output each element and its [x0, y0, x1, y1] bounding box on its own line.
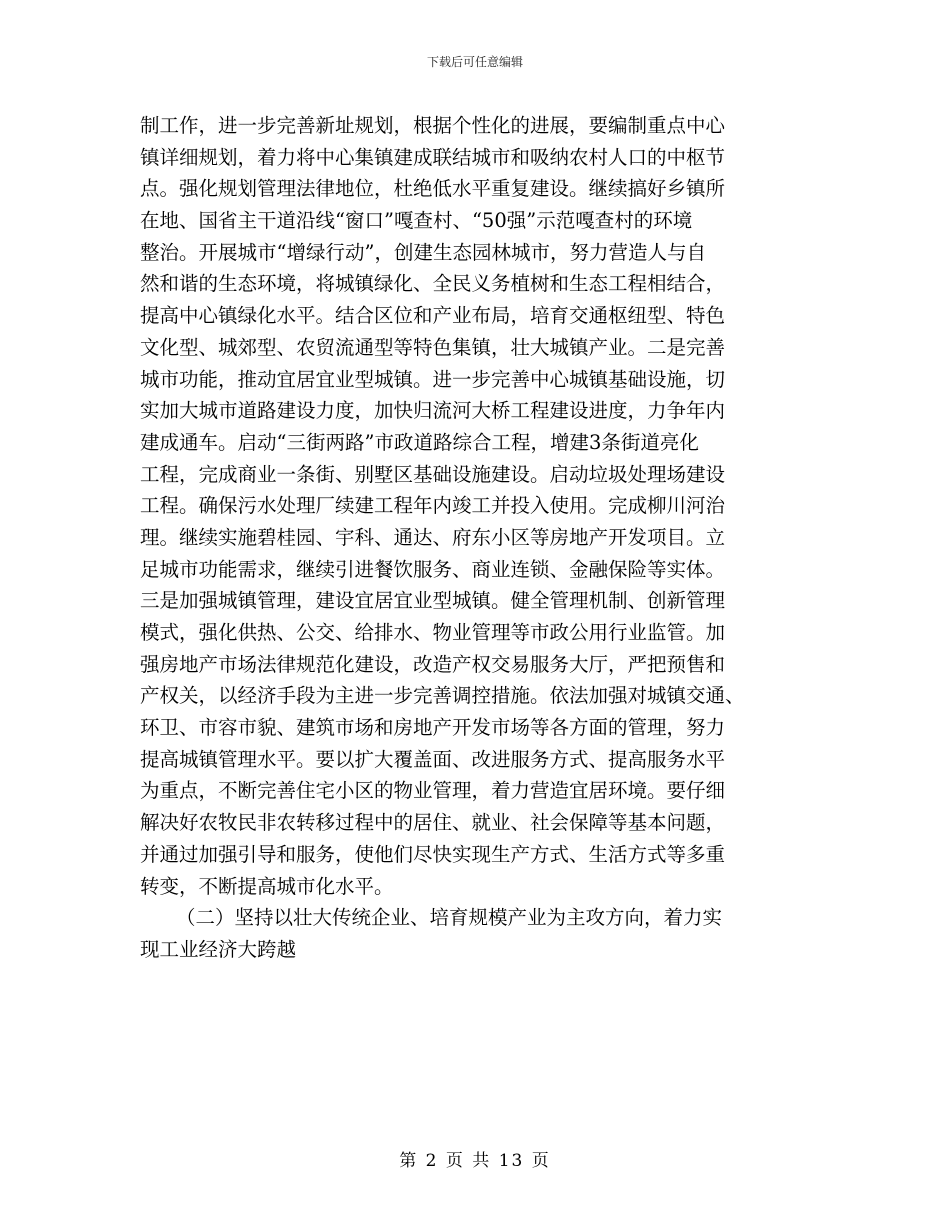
text-line: 然和谐的生态环境，将城镇绿化、全民义务植树和生态工程相结合，	[140, 272, 726, 296]
text-line: 模式，强化供热、公交、给排水、物业管理等市政公用行业监管。加	[140, 621, 726, 644]
text-line: 城市功能，推动宜居宜业型城镇。进一步完善中心城镇基础设施，切	[140, 367, 726, 391]
text-line: 足城市功能需求，继续引进餐饮服务、商业连锁、金融保险等实体。	[140, 557, 726, 581]
text-line: 实加大城市道路建设力度，加快归流河大桥工程建设进度，力争年内	[140, 399, 726, 423]
text-line: 制工作，进一步完善新址规划，根据个性化的进展，要编制重点中心	[140, 114, 726, 137]
text-line: 提高城镇管理水平。要以扩大覆盖面、改进服务方式、提高服务水平	[140, 747, 726, 771]
text-line: （二）坚持以壮大传统企业、培育规模产业为主攻方向，着力实	[176, 906, 723, 930]
text-line: 为重点，不断完善住宅小区的物业管理，着力营造宜居环境。要仔细	[140, 779, 726, 803]
text-line: 点。强化规划管理法律地位，杜绝低水平重复建设。继续搞好乡镇所	[140, 177, 726, 201]
text-line: 工程。确保污水处理厂续建工程年内竣工并投入使用。完成柳川河治	[140, 494, 726, 518]
text-line: 环卫、市容市貌、建筑市场和房地产开发市场等各方面的管理，努力	[140, 716, 726, 740]
text-line: 三是加强城镇管理，建设宜居宜业型城镇。健全管理机制、创新管理	[140, 589, 726, 613]
text-line: 提高中心镇绿化水平。结合区位和产业布局，培育交通枢纽型、特色	[140, 304, 726, 328]
body-text	[140, 110, 810, 966]
text-line: 理。继续实施碧桂园、宇科、通达、府东小区等房地产开发项目。立	[140, 525, 726, 549]
text-line: 解决好农牧民非农转移过程中的居住、就业、社会保障等基本问题，	[140, 811, 726, 835]
text-line: 镇详细规划，着力将中心集镇建成联结城市和吸纳农村人口的中枢节	[140, 145, 726, 169]
paragraph-1	[140, 110, 810, 902]
text-line: 现工业经济大跨越	[140, 937, 297, 961]
page-number: 第 2 页 共 13 页	[399, 1151, 551, 1171]
paragraph-2-heading	[140, 902, 810, 965]
text-line: 强房地产市场法律规范化建设，改造产权交易服务大厅，严把预售和	[140, 652, 726, 676]
page-header: 下载后可任意编辑	[426, 55, 523, 69]
text-line: 在地、国省主干道沿线“窗口”嘎查村、“50强”示范嘎查村的环境	[140, 209, 693, 233]
text-line: 产权关，以经济手段为主进一步完善调控措施。依法加强对城镇交通、	[140, 684, 745, 708]
text-line: 转变，不断提高城市化水平。	[140, 874, 394, 898]
text-line: 文化型、城郊型、农贸流通型等特色集镇，壮大城镇产业。二是完善	[140, 335, 726, 359]
text-line: 建成通车。启动“三街两路”市政道路综合工程，增建3条街道亮化	[140, 430, 699, 454]
text-line: 整治。开展城市“增绿行动”，创建生态园林城市，努力营造人与自	[140, 240, 706, 264]
text-line: 并通过加强引导和服务，使他们尽快实现生产方式、生活方式等多重	[140, 842, 726, 866]
text-line: 工程，完成商业一条街、别墅区基础设施建设。启动垃圾处理场建设	[140, 462, 726, 486]
